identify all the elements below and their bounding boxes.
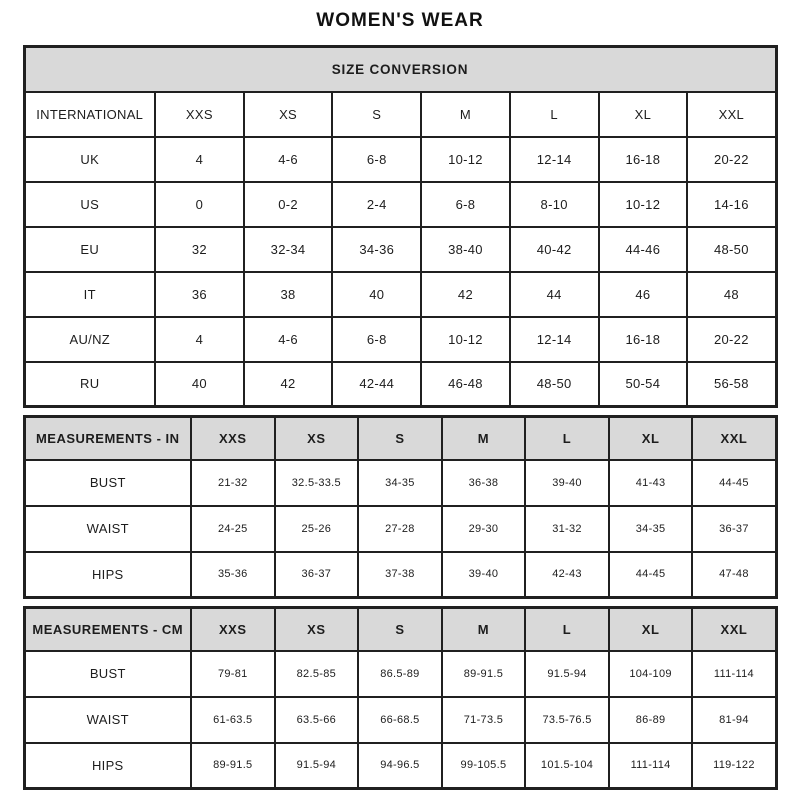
value-cell: 8-10 [510,182,599,227]
size-conversion-table [23,45,778,408]
value-cell: 10-12 [421,137,510,182]
value-cell: 101.5-104 [525,743,609,789]
value-cell: 71-73.5 [442,697,526,743]
value-cell: 4 [155,137,244,182]
value-cell: 6-8 [332,137,421,182]
value-cell: 48-50 [687,227,776,272]
value-cell: 4-6 [244,137,333,182]
value-cell: 20-22 [687,137,776,182]
value-cell: 2-4 [332,182,421,227]
value-cell: 35-36 [191,552,275,598]
column-header-size: L [525,417,609,460]
value-cell: 42 [244,362,333,407]
value-cell: 44-45 [692,460,776,506]
row-label: BUST [24,460,191,506]
value-cell: 111-114 [609,743,693,789]
value-cell: 42-44 [332,362,421,407]
value-cell: 94-96.5 [358,743,442,789]
value-cell: 50-54 [599,362,688,407]
value-cell: 4-6 [244,317,333,362]
value-cell: 104-109 [609,651,693,697]
value-cell: 48-50 [510,362,599,407]
value-cell: 41-43 [609,460,693,506]
value-cell: 6-8 [332,317,421,362]
column-header-size: XXL [692,417,776,460]
value-cell: 37-38 [358,552,442,598]
value-cell: 34-35 [609,506,693,552]
value-cell: 89-91.5 [191,743,275,789]
value-cell: 89-91.5 [442,651,526,697]
value-cell: 12-14 [510,137,599,182]
row-label: WAIST [24,506,191,552]
value-cell: 36-37 [275,552,359,598]
table-caption-row [24,47,776,92]
table-row [24,506,776,552]
value-cell: 32 [155,227,244,272]
column-header-size: S [332,92,421,137]
row-label: WAIST [24,697,191,743]
row-label: HIPS [24,552,191,598]
value-cell: 91.5-94 [275,743,359,789]
row-label: IT [24,272,155,317]
value-cell: 119-122 [692,743,776,789]
value-cell: 32.5-33.5 [275,460,359,506]
measurements-in-table [23,415,778,599]
column-header-size: XL [609,608,693,651]
row-label: EU [24,227,155,272]
value-cell: 39-40 [442,552,526,598]
value-cell: 12-14 [510,317,599,362]
value-cell: 10-12 [421,317,510,362]
value-cell: 47-48 [692,552,776,598]
measurements-cm-table [23,606,778,790]
value-cell: 25-26 [275,506,359,552]
column-header-size: XXS [191,608,275,651]
table-row [24,317,776,362]
row-label: AU/NZ [24,317,155,362]
row-label: HIPS [24,743,191,789]
column-header-size: XXS [191,417,275,460]
value-cell: 99-105.5 [442,743,526,789]
column-header-size: XS [244,92,333,137]
table-header-row [24,92,776,137]
value-cell: 63.5-66 [275,697,359,743]
table-row [24,137,776,182]
table-row [24,227,776,272]
value-cell: 0-2 [244,182,333,227]
column-header-size: M [442,417,526,460]
value-cell: 44-46 [599,227,688,272]
column-header-size: XS [275,417,359,460]
column-header-size: XL [609,417,693,460]
value-cell: 79-81 [191,651,275,697]
value-cell: 27-28 [358,506,442,552]
value-cell: 46-48 [421,362,510,407]
column-header-size: S [358,608,442,651]
value-cell: 40 [155,362,244,407]
value-cell: 34-35 [358,460,442,506]
value-cell: 44 [510,272,599,317]
value-cell: 61-63.5 [191,697,275,743]
value-cell: 32-34 [244,227,333,272]
value-cell: 42-43 [525,552,609,598]
row-label: RU [24,362,155,407]
column-header-size: L [525,608,609,651]
value-cell: 111-114 [692,651,776,697]
value-cell: 16-18 [599,317,688,362]
value-cell: 40 [332,272,421,317]
table-row [24,272,776,317]
table-title: MEASUREMENTS - CM [24,608,191,651]
value-cell: 36-37 [692,506,776,552]
value-cell: 4 [155,317,244,362]
value-cell: 66-68.5 [358,697,442,743]
table-row [24,182,776,227]
table-title: MEASUREMENTS - IN [24,417,191,460]
row-label: BUST [24,651,191,697]
value-cell: 36-38 [442,460,526,506]
value-cell: 48 [687,272,776,317]
value-cell: 40-42 [510,227,599,272]
value-cell: 10-12 [599,182,688,227]
table-row [24,651,776,697]
column-header-size: M [421,92,510,137]
column-header-size: XS [275,608,359,651]
value-cell: 81-94 [692,697,776,743]
value-cell: 38 [244,272,333,317]
value-cell: 34-36 [332,227,421,272]
value-cell: 20-22 [687,317,776,362]
row-label: UK [24,137,155,182]
value-cell: 6-8 [421,182,510,227]
column-header-size: XXS [155,92,244,137]
column-header-label: INTERNATIONAL [24,92,155,137]
value-cell: 29-30 [442,506,526,552]
value-cell: 82.5-85 [275,651,359,697]
value-cell: 38-40 [421,227,510,272]
row-label: US [24,182,155,227]
table-header-row [24,417,776,460]
table-title: SIZE CONVERSION [24,47,776,92]
value-cell: 21-32 [191,460,275,506]
column-header-size: XXL [687,92,776,137]
value-cell: 42 [421,272,510,317]
table-row [24,743,776,789]
value-cell: 14-16 [687,182,776,227]
table-row [24,697,776,743]
column-header-size: L [510,92,599,137]
value-cell: 86.5-89 [358,651,442,697]
value-cell: 36 [155,272,244,317]
value-cell: 16-18 [599,137,688,182]
column-header-size: XXL [692,608,776,651]
value-cell: 0 [155,182,244,227]
value-cell: 24-25 [191,506,275,552]
value-cell: 46 [599,272,688,317]
column-header-size: XL [599,92,688,137]
page-title: WOMEN'S WEAR [316,10,484,31]
table-row [24,362,776,407]
column-header-size: M [442,608,526,651]
value-cell: 91.5-94 [525,651,609,697]
value-cell: 86-89 [609,697,693,743]
value-cell: 44-45 [609,552,693,598]
table-row [24,552,776,598]
value-cell: 56-58 [687,362,776,407]
column-header-size: S [358,417,442,460]
table-row [24,460,776,506]
value-cell: 73.5-76.5 [525,697,609,743]
value-cell: 39-40 [525,460,609,506]
table-header-row [24,608,776,651]
value-cell: 31-32 [525,506,609,552]
